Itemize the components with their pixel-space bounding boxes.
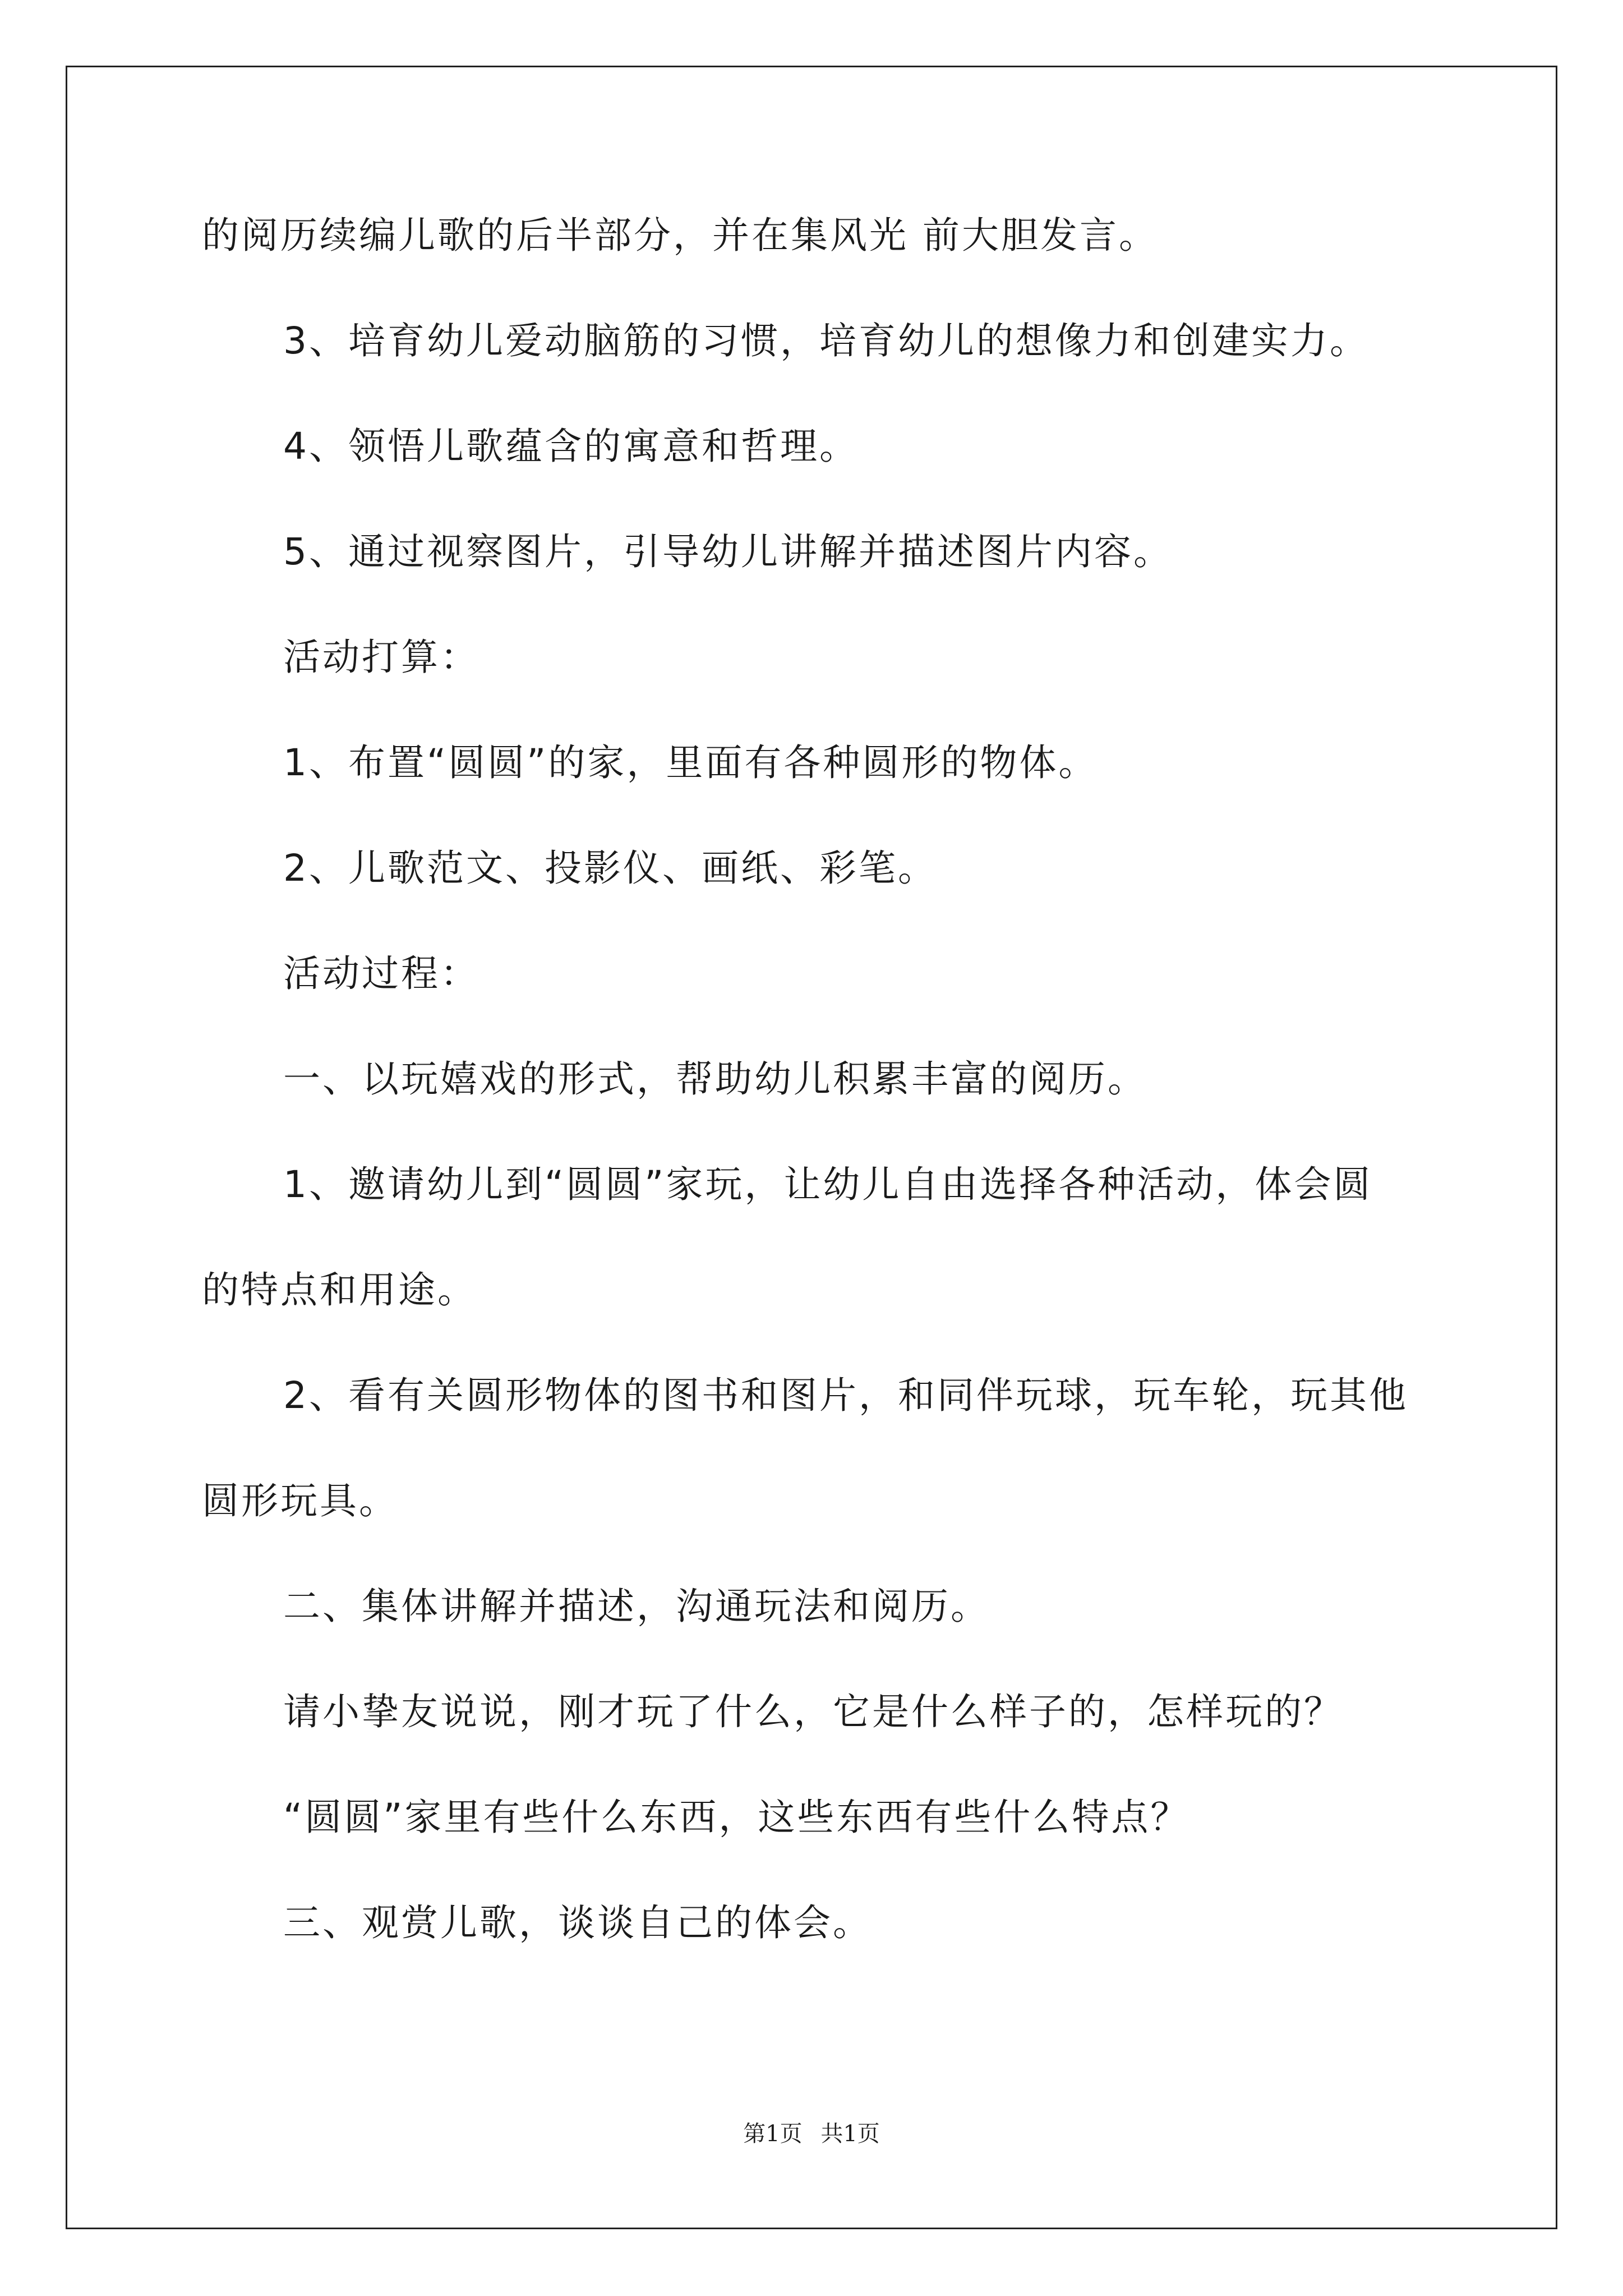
section-heading: 活动过程： (283, 952, 479, 995)
text-line: 2、儿歌范文、投影仪、画纸、彩笔。 (283, 846, 937, 890)
text-line: 三、观赏儿歌，谈谈自己的体会。 (283, 1901, 872, 1944)
text-line: “圆圆”家里有些什么东西，这些东西有些什么特点？ (283, 1796, 1190, 1839)
text-line: 5、通过视察图片，引导幼儿讲解并描述图片内容。 (283, 530, 1173, 573)
page-total: 共1页 (820, 2121, 880, 2147)
text-line: 3、培育幼儿爱动脑筋的习惯，培育幼儿的想像力和创建实力。 (283, 319, 1369, 362)
text-line: 2、看有关圆形物体的图书和图片，和同伴玩球，玩车轮，玩其他 (283, 1374, 1408, 1417)
text-line: 1、邀请幼儿到“圆圆”家玩，让幼儿自由选择各种活动，体会圆 (283, 1163, 1373, 1206)
section-heading: 活动打算： (283, 636, 479, 679)
text-line: 1、布置“圆圆”的家，里面有各种圆形的物体。 (283, 741, 1098, 784)
page-number: 第1页 (743, 2121, 803, 2147)
text-line: 圆形玩具。 (202, 1479, 398, 1522)
page-footer (0, 2116, 1623, 2148)
text-line: 的特点和用途。 (202, 1268, 477, 1312)
text-line: 请小挚友说说，刚才玩了什么，它是什么样子的，怎样玩的？ (283, 1690, 1343, 1733)
text-line: 一、以玩嬉戏的形式，帮助幼儿积累丰富的阅历。 (283, 1057, 1147, 1101)
text-line: 4、领悟儿歌蕴含的寓意和哲理。 (283, 425, 859, 468)
text-line: 的阅历续编儿歌的后半部分，并在集风光 前大胆发言。 (202, 214, 1158, 257)
text-line: 二、集体讲解并描述，沟通玩法和阅历。 (283, 1585, 990, 1628)
